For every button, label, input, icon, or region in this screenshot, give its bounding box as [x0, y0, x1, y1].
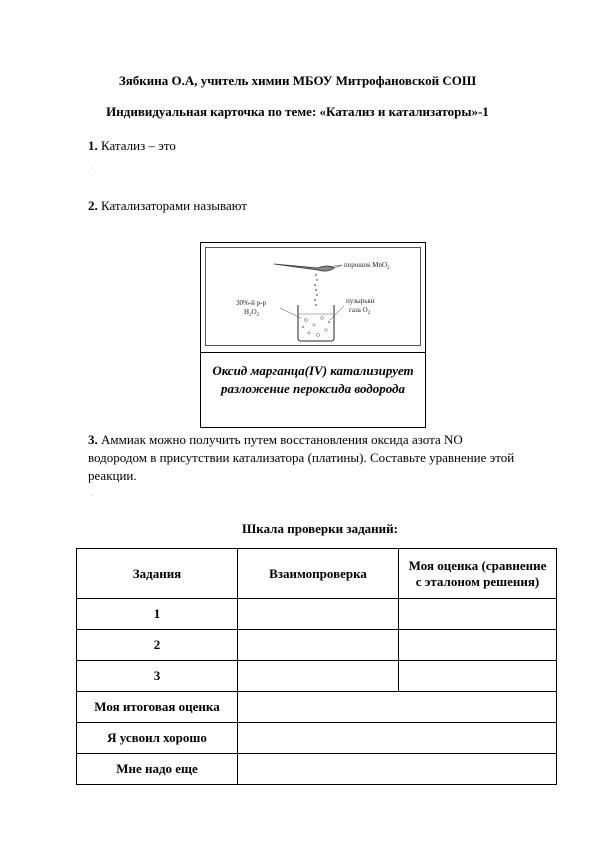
- peer-review-cell[interactable]: [238, 599, 399, 630]
- final-grade-label: Моя итоговая оценка: [77, 692, 238, 723]
- header-peer-review: Взаимопроверка: [238, 549, 399, 599]
- label-solution-2-sub2: 2: [256, 313, 260, 318]
- figure-illustration: [205, 247, 421, 346]
- table-header-row: [77, 549, 557, 599]
- final-grade-cell[interactable]: [238, 692, 557, 723]
- topic-line: Индивидуальная карточка по теме: «Катализ и катализаторы»-1: [106, 104, 489, 119]
- peer-review-cell[interactable]: [238, 630, 399, 661]
- header-tasks: Задания: [77, 549, 238, 599]
- scale-title: Шкала проверки заданий:: [242, 521, 398, 536]
- caption-line-1: Оксид марганца(IV) катализирует: [212, 363, 414, 378]
- self-grade-cell[interactable]: [399, 599, 557, 630]
- learned-well-label: Я усвоил хорошо: [77, 723, 238, 754]
- label-bubbles-2: газа O: [349, 306, 368, 314]
- need-more-label: Мне надо еще: [77, 754, 238, 785]
- question-1: [88, 138, 176, 154]
- label-bubbles-2-sub: 2: [367, 311, 371, 316]
- powder-stream: [314, 274, 318, 306]
- question-3-line-2: водородом в присутствии катализатора (платины). Составьте уравнение этой: [88, 450, 515, 465]
- answer-marker-1: ·: [91, 164, 94, 173]
- question-3-number: 3.: [88, 432, 98, 447]
- question-3: [88, 431, 558, 485]
- label-powder: порошок MnO: [344, 261, 388, 269]
- label-bubbles-1: пузырьки: [346, 297, 375, 305]
- question-3-line-1: Аммиак можно получить путем восстановления оксида азота NO: [97, 432, 463, 447]
- spoon-icon: [274, 264, 334, 271]
- answer-marker-3: ·: [91, 491, 94, 500]
- header-self-grade-line-1: Моя оценка (сравнение: [408, 557, 547, 573]
- question-2-text: Катализаторами называют: [97, 198, 247, 213]
- author-line: Зябкина О.А, учитель химии МБОУ Митрофановской СОШ: [118, 73, 477, 88]
- learned-well-cell[interactable]: [238, 723, 557, 754]
- self-grade-cell[interactable]: [399, 630, 557, 661]
- question-2: [88, 198, 247, 214]
- peer-review-cell[interactable]: [238, 661, 399, 692]
- table-row: [77, 692, 557, 723]
- label-powder-sub: 2: [387, 266, 390, 271]
- grading-table: [76, 548, 557, 785]
- header-self-grade: [399, 549, 557, 599]
- task-number: 1: [77, 599, 238, 630]
- header-self-grade-line-2: с эталоном решения): [415, 573, 540, 589]
- task-number: 2: [77, 630, 238, 661]
- table-row: [77, 723, 557, 754]
- figure-caption: [200, 362, 426, 398]
- question-1-text: Катализ – это: [97, 138, 176, 153]
- catalysis-diagram: [206, 248, 420, 345]
- table-row: [77, 661, 557, 692]
- question-3-line-3: реакции.: [88, 468, 137, 483]
- table-row: [77, 630, 557, 661]
- self-grade-cell[interactable]: [399, 661, 557, 692]
- caption-line-2: разложение пероксида водорода: [220, 381, 406, 396]
- question-2-number: 2.: [88, 198, 98, 213]
- question-1-number: 1.: [88, 138, 98, 153]
- figure-divider: [200, 352, 426, 353]
- bubbles-icon: [302, 317, 330, 337]
- label-solution-2: H: [244, 308, 250, 316]
- svg-text:порошок MnO2: [344, 261, 390, 271]
- svg-text:газа O2: [349, 306, 371, 316]
- table-row: [77, 754, 557, 785]
- task-number: 3: [77, 661, 238, 692]
- label-solution-2-sub: 2: [249, 313, 252, 318]
- need-more-cell[interactable]: [238, 754, 557, 785]
- svg-text:H2O2: [244, 308, 260, 318]
- table-row: [77, 599, 557, 630]
- label-solution-2-mid: O: [251, 308, 257, 316]
- label-solution-1: 30%-й р-р: [236, 299, 266, 307]
